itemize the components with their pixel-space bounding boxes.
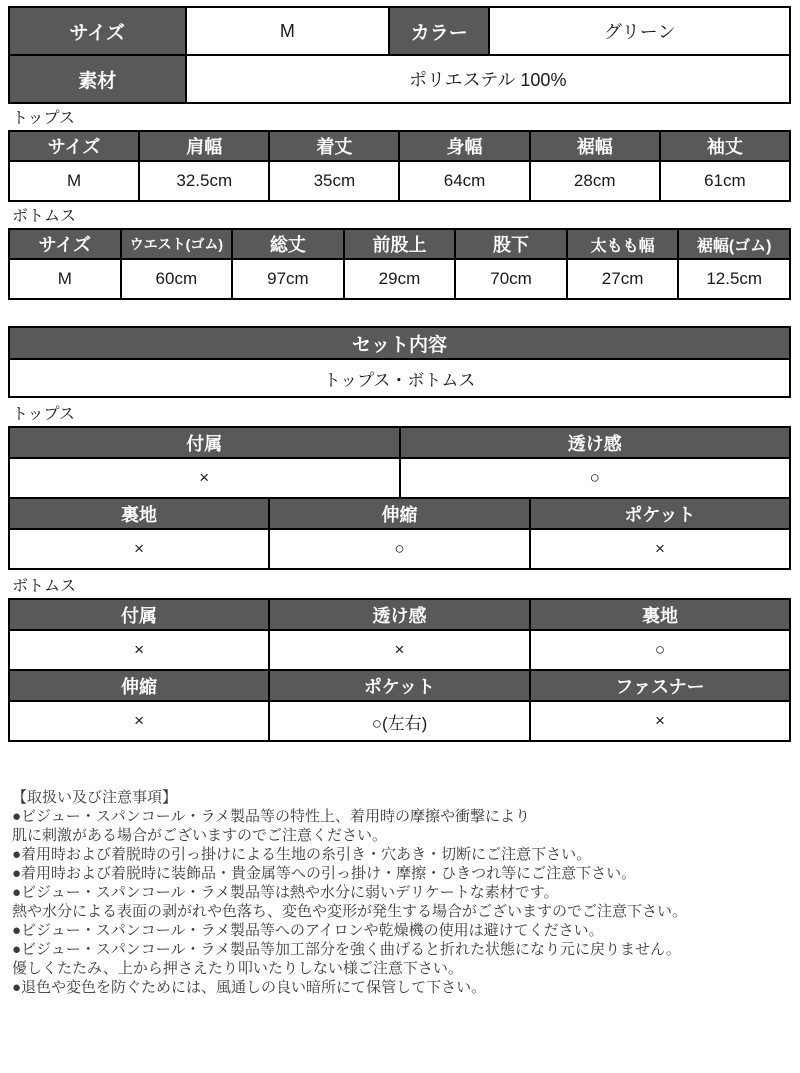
bottoms-sheerness-value: ×: [269, 630, 530, 670]
handling-notes-line: ●退色や変色を防ぐためには、風通しの良い暗所にて保管して下さい。: [12, 979, 487, 996]
bottoms-size-header-row: [9, 229, 790, 259]
tops-features-table-2: [8, 497, 791, 570]
handling-notes-line: 優しくたたみ、上から押さえたり叩いたりしない様ご注意下さい。: [12, 960, 463, 977]
bottoms-size-header: サイズ: [9, 229, 121, 259]
tops-sleeve-value: 61cm: [660, 161, 790, 201]
tops-pocket-value: ×: [530, 529, 790, 569]
handling-notes-line: ●ビジュー・スパンコール・ラメ製品等へのアイロンや乾燥機の使用は避けてください。: [12, 922, 604, 939]
bottoms-size-value: M: [9, 259, 121, 299]
bottoms-hem-value: 12.5cm: [678, 259, 790, 299]
tops-shoulder-value: 32.5cm: [139, 161, 269, 201]
bottoms-lining-value: ○: [530, 630, 790, 670]
handling-notes-line: 肌に刺激がある場合がございますのでご注意ください。: [12, 827, 388, 844]
tops-hem-width-value: 28cm: [530, 161, 660, 201]
bottoms-hem-header: 裾幅(ゴム): [678, 229, 790, 259]
material-label-cell: 素材: [9, 55, 186, 103]
tops-shoulder-header: 肩幅: [139, 131, 269, 161]
bottoms-sheerness-header: 透け感: [269, 599, 530, 630]
tops-pocket-header: ポケット: [530, 498, 790, 529]
bottoms-front-rise-header: 前股上: [344, 229, 456, 259]
bottoms-pocket-header: ポケット: [269, 670, 530, 701]
size-value-cell: M: [186, 7, 390, 55]
bottoms-stretch-value: ×: [9, 701, 269, 741]
bottoms-size-section-label: ボトムス: [12, 208, 77, 225]
bottoms-total-length-value: 97cm: [232, 259, 344, 299]
set-contents-value-row: [9, 359, 790, 397]
bottoms-waist-value: 60cm: [121, 259, 233, 299]
bottoms-features-value-row-2: [9, 701, 790, 741]
tops-length-value: 35cm: [269, 161, 399, 201]
bottoms-lining-header: 裏地: [530, 599, 790, 630]
bottoms-waist-header: ウエスト(ゴム): [121, 229, 233, 259]
bottoms-features-header-row-1: [9, 599, 790, 630]
handling-notes-title: 【取扱い及び注意事項】: [12, 789, 178, 806]
tops-body-width-header: 身幅: [399, 131, 529, 161]
tops-hem-width-header: 裾幅: [530, 131, 660, 161]
bottoms-features-table-2: [8, 669, 791, 742]
handling-notes-line: 熱や水分による表面の剥がれや色落ち、変色や変形が発生する場合がございますのでご注意下さい。: [12, 903, 688, 920]
bottoms-inseam-value: 70cm: [455, 259, 567, 299]
tops-features-table-1: [8, 426, 791, 499]
bottoms-thigh-header: 太もも幅: [567, 229, 679, 259]
bottoms-thigh-value: 27cm: [567, 259, 679, 299]
handling-notes-line: ●着用時および着脱時に装飾品・貴金属等への引っ掛け・摩擦・ひきつれ等にご注意下さい。: [12, 865, 637, 882]
tops-features-header-row-1: [9, 427, 790, 458]
tops-stretch-value: ○: [269, 529, 530, 569]
bottoms-total-length-header: 総丈: [232, 229, 344, 259]
product-info-row-2: [9, 55, 790, 103]
bottoms-features-section-label: ボトムス: [12, 578, 77, 595]
set-contents-value: トップス・ボトムス: [9, 359, 790, 397]
bottoms-size-table: [8, 228, 791, 300]
tops-accessories-value: ×: [9, 458, 400, 498]
bottoms-pocket-value: ○(左右): [269, 701, 530, 741]
bottoms-zipper-value: ×: [530, 701, 790, 741]
handling-notes-line: ●着用時および着脱時の引っ掛けによる生地の糸引き・穴あき・切断にご注意下さい。: [12, 846, 592, 863]
tops-size-table: [8, 130, 791, 202]
handling-notes-line: ●ビジュー・スパンコール・ラメ製品等は熱や水分に弱いデリケートな素材です。: [12, 884, 559, 901]
tops-size-header-row: [9, 131, 790, 161]
tops-sleeve-header: 袖丈: [660, 131, 790, 161]
bottoms-size-value-row: [9, 259, 790, 299]
tops-stretch-header: 伸縮: [269, 498, 530, 529]
product-info-table: [8, 6, 791, 104]
bottoms-features-table-1: [8, 598, 791, 671]
bottoms-accessories-value: ×: [9, 630, 269, 670]
bottoms-stretch-header: 伸縮: [9, 670, 269, 701]
bottoms-features-header-row-2: [9, 670, 790, 701]
bottoms-inseam-header: 股下: [455, 229, 567, 259]
tops-size-value-row: [9, 161, 790, 201]
tops-lining-header: 裏地: [9, 498, 269, 529]
size-label-cell: サイズ: [9, 7, 186, 55]
tops-size-header: サイズ: [9, 131, 139, 161]
tops-body-width-value: 64cm: [399, 161, 529, 201]
tops-length-header: 着丈: [269, 131, 399, 161]
bottoms-front-rise-value: 29cm: [344, 259, 456, 299]
bottoms-features-value-row-1: [9, 630, 790, 670]
tops-features-header-row-2: [9, 498, 790, 529]
color-label-cell: カラー: [389, 7, 489, 55]
bottoms-zipper-header: ファスナー: [530, 670, 790, 701]
set-contents-header: セット内容: [9, 327, 790, 359]
color-value-cell: グリーン: [489, 7, 790, 55]
material-value-cell: ポリエステル 100%: [186, 55, 791, 103]
tops-sheerness-header: 透け感: [400, 427, 791, 458]
product-info-row-1: [9, 7, 790, 55]
tops-features-value-row-1: [9, 458, 790, 498]
tops-lining-value: ×: [9, 529, 269, 569]
tops-sheerness-value: ○: [400, 458, 791, 498]
tops-accessories-header: 付属: [9, 427, 400, 458]
set-contents-table: [8, 326, 791, 398]
handling-notes-line: ●ビジュー・スパンコール・ラメ製品等加工部分を強く曲げると折れた状態になり元に戻りません。: [12, 941, 681, 958]
handling-notes-line: ●ビジュー・スパンコール・ラメ製品等の特性上、着用時の摩擦や衝撃により: [12, 808, 531, 825]
tops-features-section-label: トップス: [12, 406, 75, 423]
tops-features-value-row-2: [9, 529, 790, 569]
tops-size-value: M: [9, 161, 139, 201]
tops-size-section-label: トップス: [12, 110, 75, 127]
bottoms-accessories-header: 付属: [9, 599, 269, 630]
handling-notes: [12, 788, 786, 997]
set-contents-header-row: [9, 327, 790, 359]
